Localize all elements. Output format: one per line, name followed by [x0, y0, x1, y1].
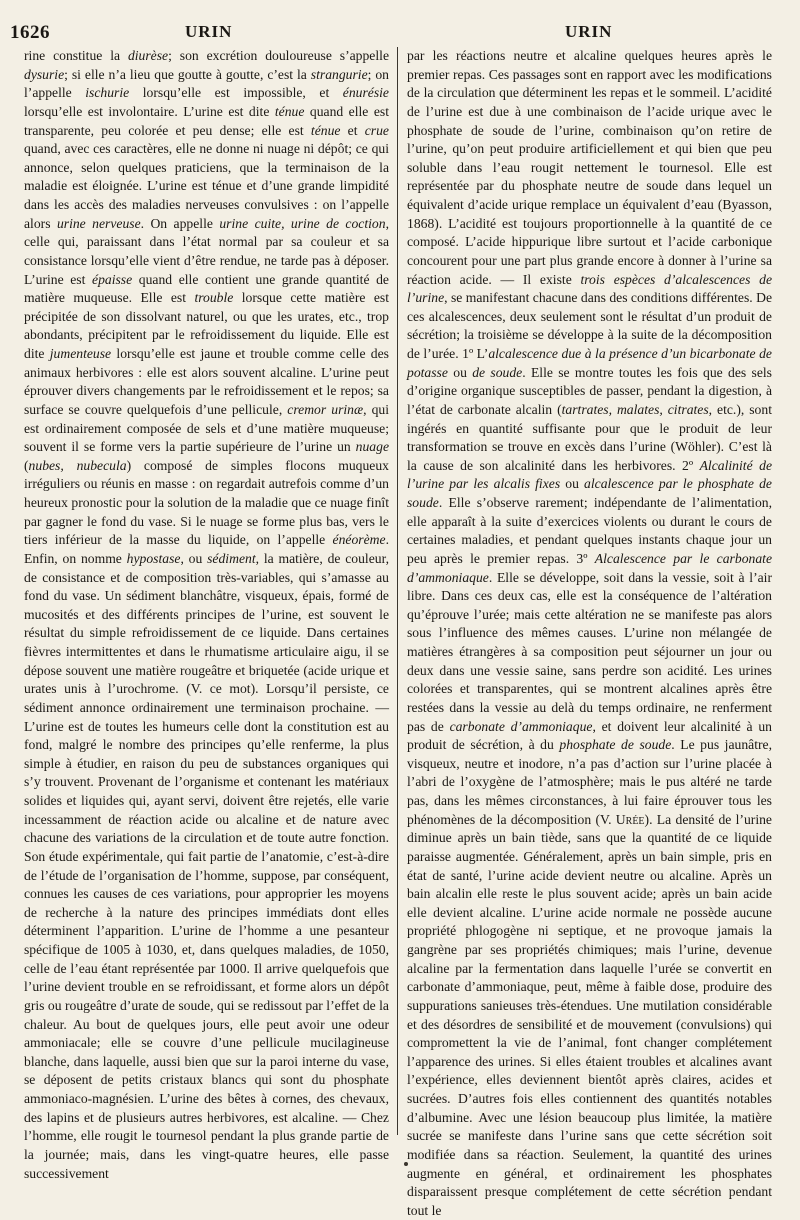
text-run: ; si elle n’a lieu que goutte à goutte, c’est la — [64, 66, 311, 82]
italic-term: nubes, nubecula — [28, 457, 127, 473]
text-run: quand, avec ces caractères, elle ne donne ni nuage ni dépôt; ce qui annonce, selon quelques praticiens, que la terminaison de la maladie est éloignée. L’urine est ténue et d’une grande limpidité dans les accès des maladies nerveuses convulsives : on l’appelle alors — [24, 141, 389, 231]
italic-term: dysurie — [24, 66, 65, 82]
italic-term: cremor urinæ — [287, 401, 364, 417]
running-head-left: URIN — [185, 22, 233, 41]
text-run: quand elle est transparente, peu colorée et peu dense; elle est — [24, 103, 389, 138]
column-divider — [397, 47, 398, 1135]
italic-term: carbonate d’ammoniaque — [449, 718, 593, 734]
text-run: , la matière, de couleur, de consistance et de composition très-variables, qui s’amasse au fond du vase. Un sédiment blanchâtre, visqueux, épais, formé de mucosités et des différents principes de l’urine, est souvent le résultat du simple refroidissement de ce liquide. Dans certaines fièvres intermittentes et dans le rhumatisme articulaire aigu, il se dépose souvent une matière rougeâtre et briquetée (acide urique et urates unis à l’urochrome. (V. ce mot). Lorsqu’il persiste, ce sédiment annonce ordinairement une terminaison prochaine. — L’urine est de toutes les humeurs celle dont la constitution est au fond, malgré le nombre des principes qu’elle renferme, la plus simple à étudier, en raison du peu de substances organiques qui s’y trouvent. Provenant de l’organisme et contenant les matériaux solides et liquides qui, ayant servi, doivent être rejetés, elle varie incessamment de réaction acide ou alcaline et de nature avec chacune des variations de la circulation et de toute autre fonction. Son étude expérimentale, qui fait partie de l’anatomie, c’est-à-dire de l’étude de l’organisation de l’homme, suppose, par conséquent, connues les causes de ces variations, pour approprier les moyens de recherche à la nature des principes immédiats dont elles déterminent l’apparition. L’urine de l’homme a une pesanteur spécifique de 1005 à 1030, et, dans quelques maladies, de 1050, celle de l’eau étant représentée par 1000. Il arrive quelquefois que l’urine devient trouble en se refroidissant, et forme alors un dépôt gris ou rougeâtre d’urate de soude, qui se redissout par l’effet de la chaleur. Au bout de quelques jours, elle peut avoir une odeur ammoniacale; elle se couvre d’une pellicule mucilagineuse blanche, dans laquelle, aussi bien que sur la paroi interne du vase, se déposent de petits cristaux blancs qui sont du phosphate ammoniaco-magnésien. L’urine des bêtes à cornes, des chevaux, des lapins et de plusieurs autres herbivores, est alcaline. — Chez l’homme, elle rougit le tournesol pendant la plus grande partie de la journée; mais, dans les vingt-quatre heures, elle passe successivement — [24, 550, 390, 1181]
text-run: . Elle se développe, soit dans la vessie, soit à l’air libre. Dans ces deux cas, elle est la conséquence de l’altération qu’éprouve l’urée; mais cette altération ne se manifeste pas alors sous l’influence des mêmes causes. L’urine non mélangée de matières étrangères à sa composition peut séjourner un jour ou deux dans une vessie saine, sans perdre son acidité. Les urines colorées et transparentes, qui se montrent alcalines après être restées dans la vessie au delà du temps ordinaire, ne renferment pas de — [407, 569, 772, 734]
italic-term: nuage — [355, 439, 389, 455]
text-run: ; son excrétion douloureuse s’appelle — [168, 48, 389, 63]
text-run: ou — [560, 476, 585, 492]
printer-mark-dot — [404, 1162, 408, 1166]
italic-term: jumenteuse — [49, 346, 112, 361]
text-run: par les réactions neutre et alcaline quelques heures après le premier repas. Ces passages sont en rapport avec les modifications de la circulation que déterminent les repas et le sommeil. L’acidité de l’urine est due à une combinaison de l’acide urique avec le phosphate de soude de l’urine, combinaison qu’on retire de l’urine, qu’on peut produire artificiellement et qui bien que peu soluble dans l’eau rougit nettement le tournesol. Elle est représentée par du phosphate neutre de soude dans lequel un équivalent d’acide urique remplace un équivalent d’eau (Byasson, 1868). L’acidité est toujours proportionnelle à la quantité de ce composé. L’acide hippurique libre surtout et l’acide carbonique concourent pour une part plus grande encore à donner à l’urine sa réaction acide. — Il existe — [407, 48, 772, 287]
text-run: ). La densité de l’urine diminue après un bain tiède, sans que la quantité de ce liquide paraisse augmentée. Généralement, après un bain simple, pris en état de santé, l’urine acide devient neutre ou alcaline. Après un bain alcalin elle reste le plus souvent acide; après un bain acide elle devient alcaline. L’urine acide normale ne possède aucune propriété phlogogène ni septique, et ne provoque jamais la gangrène par ses propriétés chimiques; mais l’urine, devenue alcaline par la fermentation dans laquelle l’urée se convertit en carbonate d’ammoniaque, peut, même à faible dose, produire des suppurations sanieuses très-étendues. Une mutilation considérable et des désordres de sensibilité et de mouvement (convulsions) qui compromettent la vie de l’animal, font changer complétement l’apparence des urines. Si elles étaient troubles et alcalines avant l’expérience, elles deviennent bientôt après claires, acides et sucrées. D’autres fois elles contiennent des quantités notables d’albumine. Avec une lésion beaucoup plus limitée, la matière sucrée se manifeste dans l’urine sans que cette sécrétion soit modifiée dans sa réaction. Seulement, la quantité des urines augmente en général, et ordinairement les phosphates disparaissent presque complétement de cette sécrétion pendant tout le — [407, 811, 772, 1218]
italic-term: Alcalescence par le carbonate d’ammoniaque — [407, 550, 772, 585]
text-column-right — [407, 47, 773, 1218]
text-run: lorsqu’elle est jaune et trouble comme celle des animaux herbivores : elle est alors souvent alcaline. L’urine peut éprouver divers changements par le refroidissement et le repos; sa surface se couvre quelquefois d’une pellicule, — [24, 346, 389, 417]
italic-term: ténue — [274, 103, 305, 119]
text-run: . Elle s’observe rarement; indépendante de l’alimentation, elle apparaît à la suite d’exercices violents ou durant le cours de certaines maladies, et pendant quelques instants chaque jour un peu après le premier repas. 3º — [407, 495, 772, 566]
text-run: ; on l’appelle — [24, 66, 390, 101]
text-run: . On appelle — [140, 215, 220, 231]
italic-term: sédiment — [207, 550, 256, 566]
text-run: . Elle se montre toutes les fois que des sels d’origine organique susceptibles de passer, pendant la digestion, à l’état de carbonate alcalin ( — [407, 364, 772, 417]
italic-term: trouble — [194, 290, 234, 306]
italic-term: énéorème — [332, 532, 386, 548]
italic-term: alcalescence par le phosphate de soude — [407, 476, 772, 510]
italic-term: de soude — [472, 364, 523, 380]
italic-term: urine nerveuse — [56, 215, 141, 231]
text-run: lorsqu’elle est impossible, et — [129, 85, 343, 101]
italic-term: crue — [364, 122, 389, 138]
text-run: ( — [24, 457, 29, 473]
italic-term: ischurie — [85, 85, 130, 101]
italic-term: énurésie — [342, 85, 389, 101]
text-run: , etc.), sont ingérés en quantité suffisante pour que le produit de leur transformation se trouve en excès dans l’urine (Wöhler). C’est là la cause de son alcalinité dans les herbivores. 2º — [407, 401, 772, 473]
text-run: . Le pus jaunâtre, visqueux, neutre et inodore, n’a pas d’action sur l’urine placée à l’abri de l’oxygène de l’atmosphère; mais le pus altéré ne tarde pas, dans les mêmes circonstances, à lui faire éprouver tous les phénomènes de la décomposition (V. — [407, 737, 773, 827]
cross-reference: Urée — [615, 811, 645, 827]
italic-term: urine cuite, urine de coction — [219, 215, 386, 231]
italic-term: diurèse — [127, 48, 169, 63]
text-run: , et doivent leur alcalinité à un produit de sécrétion, à du — [407, 718, 772, 753]
italic-term: tartrates, malates, citrates — [561, 401, 709, 417]
page-header — [0, 22, 800, 46]
running-head-right: URIN — [565, 22, 613, 41]
text-run: , qui est ordinairement composée de sels et d’une matière muqueuse; souvent il se forme vers la partie supérieure de l’urine un — [24, 401, 389, 455]
column-text — [407, 47, 772, 1220]
text-run: et — [340, 122, 365, 138]
text-run: , ou — [180, 550, 208, 566]
italic-term: ténue — [310, 122, 341, 138]
text-run: lorsqu’elle est involontaire. L’urine est dite — [24, 103, 275, 119]
text-run: , se manifestant chacune dans des conditions différentes. De ces alcalescences, deux seulement sont le résultat d’un produit de sécrétion; la troisième se développe à la suite de la décomposition de l’urée. 1º L’ — [407, 290, 772, 361]
italic-term: phosphate de soude — [559, 737, 672, 753]
text-run: ) composé de simples flocons muqueux irréguliers ou réunis en masse : on regardait autrefois comme d’un heureux pronostic pour la solution de la maladie que ce nuage finît par gagner le fond du vase. Si le nuage se forme plus bas, vers le tiers inférieur de la masse du liquide, on l’appelle — [24, 457, 389, 548]
text-run: . Enfin, on nomme — [24, 532, 389, 566]
text-run: quand elle contient une grande quantité de matière muqueuse. Elle est — [24, 271, 389, 306]
text-column-left — [24, 47, 390, 1181]
italic-term: hypostase — [126, 550, 181, 566]
italic-term: trois espèces d’alcalescences de l’urine — [407, 271, 772, 306]
italic-term: strangurie — [310, 66, 368, 82]
page-number: 1626 — [10, 22, 50, 43]
column-text — [24, 47, 389, 1183]
italic-term: épaisse — [92, 271, 133, 287]
text-run: ou — [447, 364, 473, 380]
text-run: , celle qui, paraissant dans l’état normal par sa couleur et sa consistance lorsqu’elle vient d’être rendue, ne tarde pas à déposer. L’urine est — [24, 215, 389, 287]
text-run: lorsque cette matière est précipitée de son dissolvant naturel, ou que les urates, etc., trop abondants, précipitent par le refroidissement du liquide. Elle est dite — [24, 290, 389, 361]
italic-term: alcalescence due à la présence d’un bicarbonate de potasse — [407, 346, 772, 380]
text-run: rine constitue la — [24, 48, 128, 63]
italic-term: Alcalinité de l’urine par les alcalis fixes — [407, 457, 772, 492]
